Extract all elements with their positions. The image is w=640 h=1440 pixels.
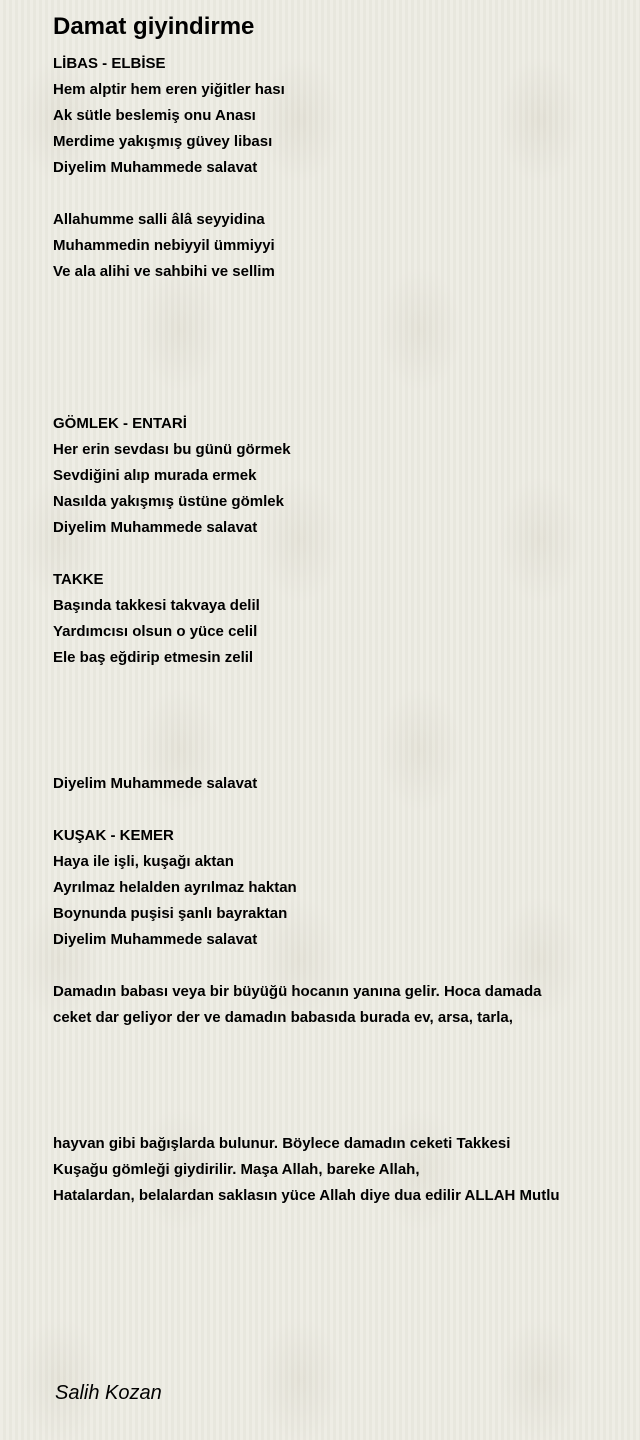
poem-line: Diyelim Muhammede salavat	[53, 159, 258, 176]
poem-line: Diyelim Muhammede salavat	[53, 775, 258, 792]
poem-title: Damat giyindirme	[53, 13, 255, 40]
poem-line: Kuşağu gömleği giydirilir. Maşa Allah, bareke Allah,	[53, 1161, 420, 1178]
poem-line: Hem alptir hem eren yiğitler hası	[53, 81, 285, 98]
poem-line: Allahumme salli âlâ seyyidina	[53, 211, 265, 228]
poem-line: Diyelim Muhammede salavat	[53, 519, 258, 536]
poem-line: Damadın babası veya bir büyüğü hocanın yanına gelir. Hoca damada	[53, 983, 542, 1000]
poem-line: Haya ile işli, kuşağı aktan	[53, 853, 234, 870]
poem-line: Merdime yakışmış güvey libası	[53, 133, 273, 150]
poem-line: hayvan gibi bağışlarda bulunur. Böylece damadın ceketi Takkesi	[53, 1135, 511, 1152]
poem-line: Nasılda yakışmış üstüne gömlek	[53, 493, 284, 510]
poem-line: Ve ala alihi ve sahbihi ve sellim	[53, 263, 275, 280]
poem-line: ceket dar geliyor der ve damadın babasıda burada ev, arsa, tarla,	[53, 1009, 513, 1026]
poem-line: Başında takkesi takvaya delil	[53, 597, 260, 614]
poem-line: Diyelim Muhammede salavat	[53, 931, 258, 948]
poem-line: Ele baş eğdirip etmesin zelil	[53, 649, 254, 666]
poem-line: Her erin sevdası bu günü görmek	[53, 441, 291, 458]
poem-line: Ayrılmaz helalden ayrılmaz haktan	[53, 879, 297, 896]
poem-line: Yardımcısı olsun o yüce celil	[53, 623, 258, 640]
poem-line: Boynunda puşisi şanlı bayraktan	[53, 905, 288, 922]
poem-line: Sevdiğini alıp murada ermek	[53, 467, 257, 484]
poem-line: Hatalardan, belalardan saklasın yüce Allah diye dua edilir ALLAH Mutlu	[53, 1187, 560, 1204]
poem-line: TAKKE	[53, 571, 104, 588]
poem-line: KUŞAK - KEMER	[53, 827, 174, 844]
author-name: Salih Kozan	[55, 1382, 162, 1404]
poem-line: GÖMLEK - ENTARİ	[53, 415, 187, 432]
poem-line: Muhammedin nebiyyil ümmiyyi	[53, 237, 275, 254]
poem-line: LİBAS - ELBİSE	[53, 55, 166, 72]
poem-line: Ak sütle beslemiş onu Anası	[53, 107, 256, 124]
